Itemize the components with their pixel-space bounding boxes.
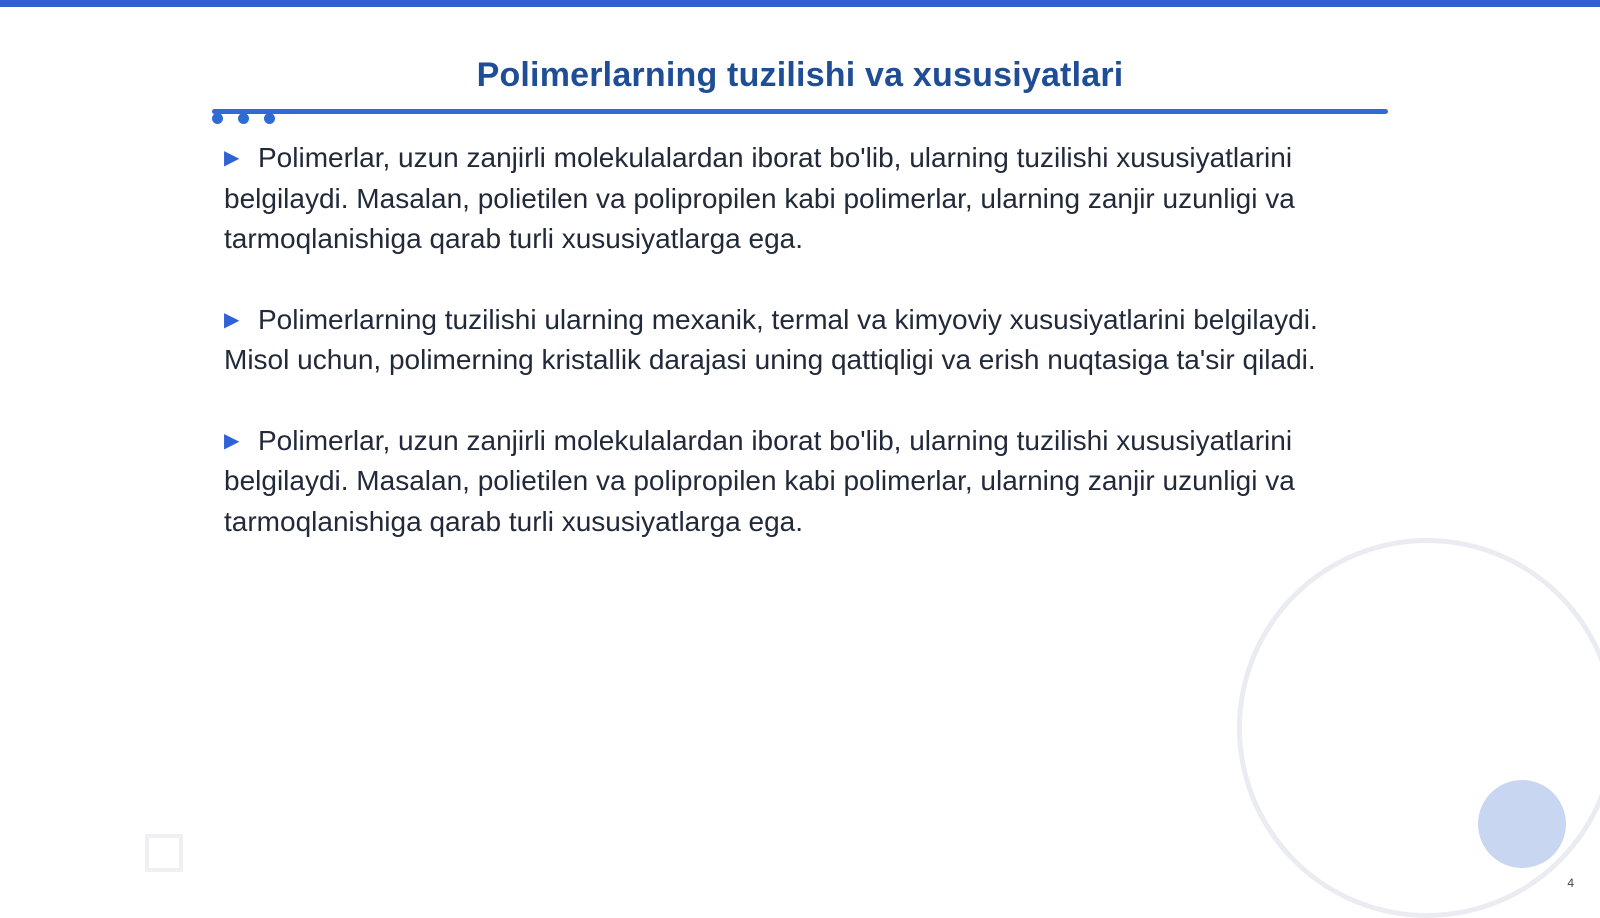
bullet-text: Polimerlar, uzun zanjirli molekulalardan iborat bo'lib, ularning tuzilishi xususiyatlarini belgilaydi. Masalan, polietilen va polipropilen kabi polimerlar, ularning zanjir uzunligi va tarmoqlanishiga qarab turli xususiyatlarga ega. bbox=[224, 142, 1295, 254]
bullet-list bbox=[224, 138, 1384, 582]
bullet-item bbox=[224, 300, 1384, 381]
bullet-text: Polimerlar, uzun zanjirli molekulalardan iborat bo'lib, ularning tuzilishi xususiyatlarini belgilaydi. Masalan, polietilen va polipropilen kabi polimerlar, ularning zanjir uzunligi va tarmoqlanishiga qarab turli xususiyatlarga ega. bbox=[224, 424, 1295, 537]
triangle-bullet-icon: ▶ bbox=[224, 429, 240, 452]
triangle-bullet-icon: ▶ bbox=[224, 147, 240, 169]
triangle-bullet-icon: ▶ bbox=[224, 308, 240, 331]
decoration-dot bbox=[238, 113, 249, 124]
bullet-item bbox=[224, 138, 1384, 260]
decorative-square bbox=[145, 834, 183, 872]
page-number: 4 bbox=[1567, 876, 1574, 890]
decoration-dot bbox=[212, 113, 223, 124]
title-dots-decoration bbox=[212, 113, 282, 125]
bullet-text: Polimerlarning tuzilishi ularning mexanik, termal va kimyoviy xususiyatlarini belgilaydi. Misol uchun, polimerning kristallik darajasi uning qattiqligi va erish nuqtasiga ta'sir qiladi. bbox=[224, 303, 1318, 375]
title-underline bbox=[212, 109, 1388, 114]
bullet-item bbox=[224, 421, 1384, 543]
top-accent-bar bbox=[0, 0, 1600, 7]
slide-title: Polimerlarning tuzilishi va xususiyatlari bbox=[476, 56, 1124, 94]
decoration-dot bbox=[264, 113, 275, 124]
decorative-disc bbox=[1478, 780, 1566, 868]
